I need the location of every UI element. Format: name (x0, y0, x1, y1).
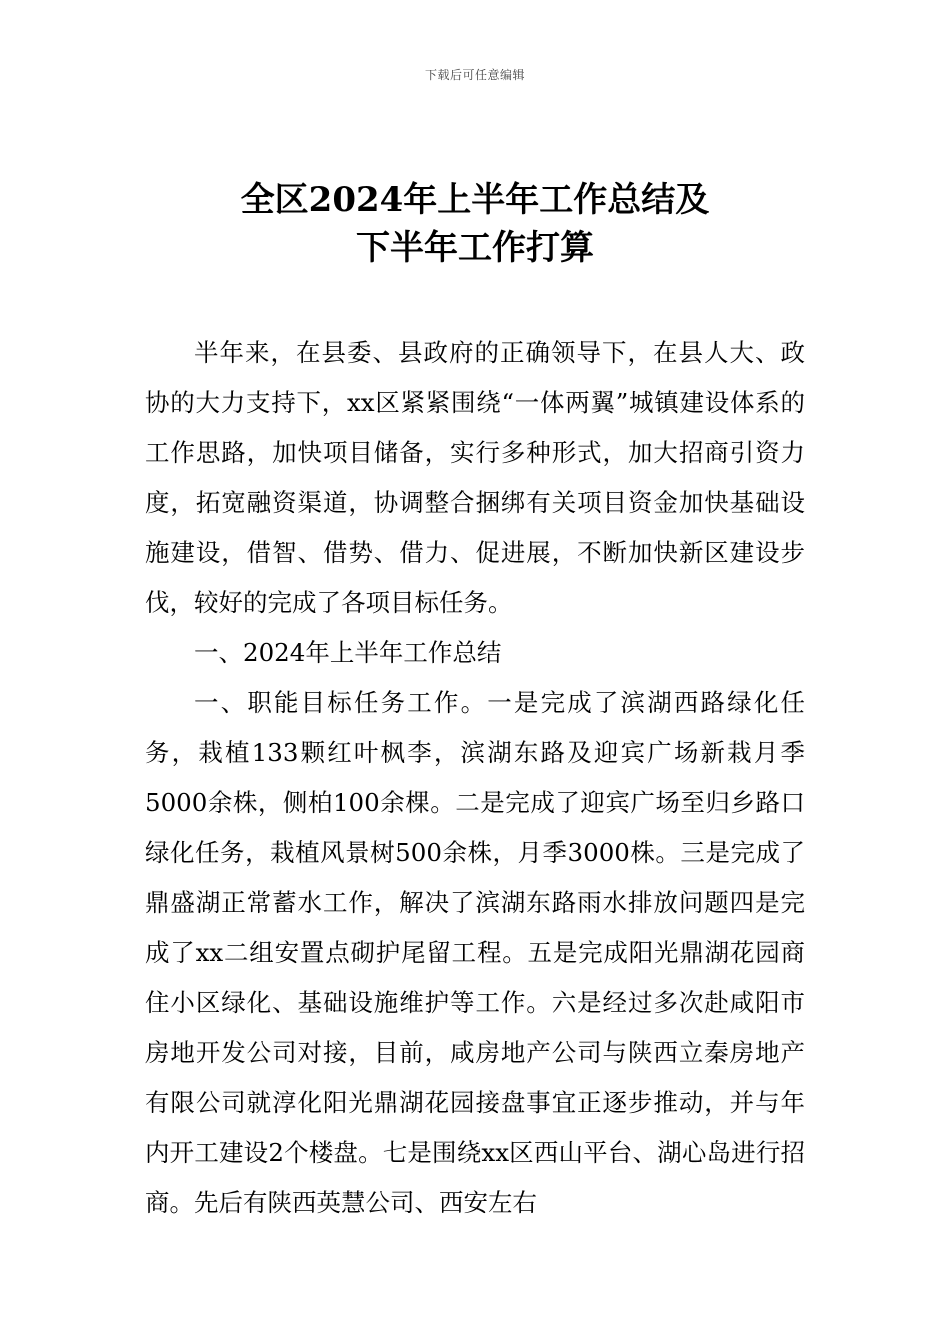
paragraph-intro: 半年来，在县委、县政府的正确领导下，在县人大、政协的大力支持下，xx区紧紧围绕“一体两翼”城镇建设体系的工作思路，加快项目储备，实行多种形式，加大招商引资力度，拓宽融资渠道，协调整合捆绑有关项目资金加快基础设施建设，借智、借势、借力、促进展，不断加快新区建设步伐，较好的完成了各项目标任务。 (145, 338, 805, 617)
document-title (0, 176, 950, 272)
paragraph-tasks: 一、职能目标任务工作。一是完成了滨湖西路绿化任务，栽植133颗红叶枫李，滨湖东路及迎宾广场新栽月季5000余株，侧柏100余棵。二是完成了迎宾广场至归乡路口绿化任务，栽植风景树500余株，月季3000株。三是完成了鼎盛湖正常蓄水工作，解决了滨湖东路雨水排放问题四是完成了xx二组安置点砌护尾留工程。五是完成阳光鼎湖花园商住小区绿化、基础设施维护等工作。六是经过多次赴咸阳市房地开发公司对接，目前，咸房地产公司与陕西立秦房地产有限公司就淳化阳光鼎湖花园接盘事宜正逐步推动，并与年内开工建设2个楼盘。七是围绕xx区西山平台、湖心岛进行招商。先后有陕西英慧公司、西安左右 (145, 688, 805, 1217)
document-body (145, 328, 805, 1228)
header-note: 下载后可任意编辑 (424, 68, 525, 82)
title-line-2: 下半年工作打算 (356, 228, 594, 268)
title-line-1: 全区2024年上半年工作总结及 (240, 180, 710, 220)
section-heading: 一、2024年上半年工作总结 (194, 638, 502, 667)
